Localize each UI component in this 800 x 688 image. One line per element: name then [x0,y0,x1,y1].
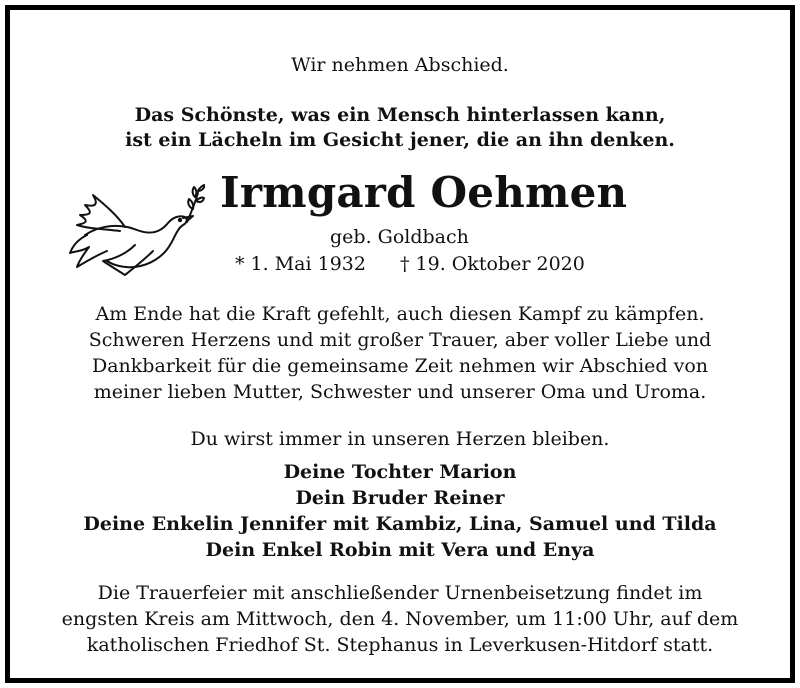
quote-line-2: ist ein Lächeln im Gesicht jener, die an ihn denken. [125,129,675,151]
deceased-name: Irmgard Oehmen [220,168,628,217]
message-line-3: Dankbarkeit für die gemeinsame Zeit nehmen wir Abschied von [91,355,709,377]
ceremony-line-1: Die Trauerfeier mit anschließender Urnenbeisetzung findet im [97,582,703,604]
mourner-line: Dein Bruder Reiner [295,487,505,509]
ceremony-line-3: katholischen Friedhof St. Stephanus in Leverkusen-Hitdorf statt. [86,634,714,656]
message-line-1: Am Ende hat die Kraft gefehlt, auch diesen Kampf zu kämpfen. [95,303,705,325]
mourner-line: Dein Enkel Robin mit Vera und Enya [205,539,595,561]
ceremony-line-2: engsten Kreis am Mittwoch, den 4. November, um 11:00 Uhr, auf dem [61,608,739,630]
quote-line-1: Das Schönste, was ein Mensch hinterlassen kann, [134,104,666,126]
heading: Wir nehmen Abschied. [291,54,509,76]
message-line-4: meiner lieben Mutter, Schwester und unserer Oma und Uroma. [93,381,707,403]
mourner-line: Deine Tochter Marion [283,461,517,483]
message-line-2: Schweren Herzens und mit großer Trauer, aber voller Liebe und [88,329,712,351]
obituary-notice [5,5,795,683]
maiden-name: geb. Goldbach [330,226,469,248]
dove-icon [65,175,205,280]
farewell-line: Du wirst immer in unseren Herzen bleiben. [190,428,610,450]
death-date: † 19. Oktober 2020 [400,253,585,275]
mourner-line: Deine Enkelin Jennifer mit Kambiz, Lina, Samuel und Tilda [83,513,717,535]
birth-date: * 1. Mai 1932 [235,253,366,275]
